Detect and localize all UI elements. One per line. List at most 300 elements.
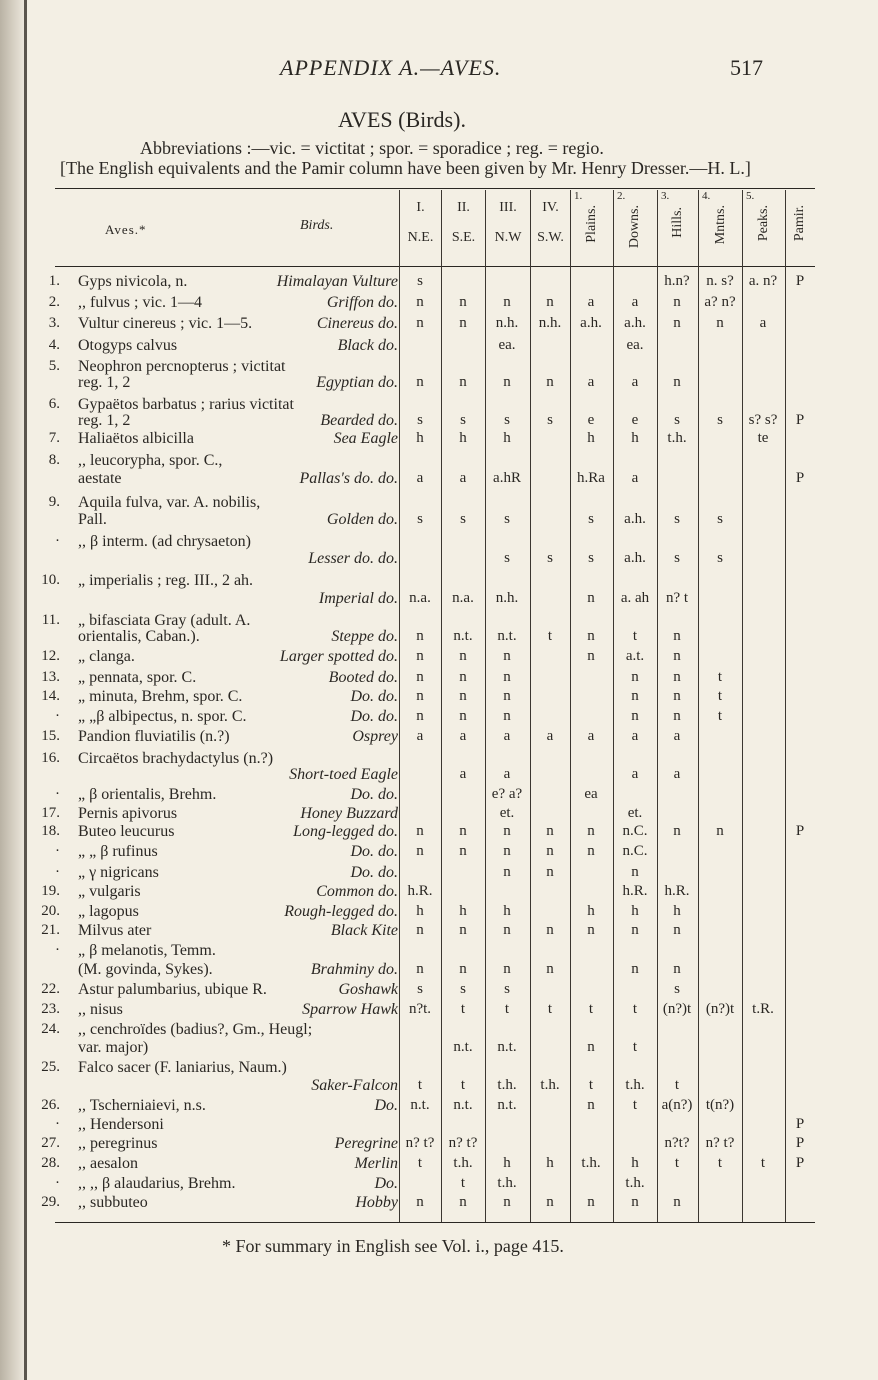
latin-name: ,, Tscherniaievi, n.s. bbox=[78, 1097, 206, 1114]
latin-name: ,, Hendersoni bbox=[78, 1116, 164, 1133]
latin-name: Gypaëtos barbatus ; rarius victitat bbox=[78, 396, 294, 413]
col-header-sub: S.E. bbox=[451, 230, 476, 245]
table-cell: n bbox=[459, 294, 467, 310]
table-cell: n? t? bbox=[405, 1135, 435, 1151]
table-cell: n bbox=[673, 374, 681, 390]
table-cell: n bbox=[673, 823, 681, 839]
table-cell: n. s? bbox=[706, 273, 734, 289]
table-cell: n bbox=[503, 669, 511, 685]
footnote: * For summary in English see Vol. i., page 415. bbox=[222, 1236, 564, 1256]
table-cell: n bbox=[416, 628, 424, 644]
table-cell: t bbox=[460, 1077, 466, 1093]
table-cell: n.t. bbox=[497, 1039, 517, 1055]
table-cell: a bbox=[503, 766, 511, 782]
table-cell: n bbox=[416, 961, 424, 977]
table-header-rule bbox=[55, 266, 815, 267]
table-cell: n bbox=[631, 961, 639, 977]
latin-name: var. major) bbox=[78, 1039, 149, 1056]
row-number: 14. bbox=[41, 688, 60, 704]
table-cell: n bbox=[673, 922, 681, 938]
col-header-num: 1. bbox=[574, 190, 583, 202]
col-header-roman: III. bbox=[499, 200, 517, 215]
table-cell: t.h. bbox=[625, 1077, 645, 1093]
table-cell: n bbox=[631, 708, 639, 724]
table-cell: n bbox=[546, 843, 554, 859]
english-name: Himalayan Vulture bbox=[276, 273, 398, 290]
table-cell: n bbox=[459, 315, 467, 331]
table-cell: s bbox=[717, 412, 723, 428]
col-header-label: Plains. bbox=[584, 205, 599, 243]
table-cell: n bbox=[587, 1097, 595, 1113]
table-cell: h bbox=[459, 903, 467, 919]
col-header-roman: IV. bbox=[542, 200, 559, 215]
row-number: 12. bbox=[41, 648, 60, 664]
table-cell: ea. bbox=[498, 337, 516, 353]
table-cell: n bbox=[416, 843, 424, 859]
table-cell: n bbox=[631, 1194, 639, 1210]
table-cell: n.t. bbox=[453, 1097, 473, 1113]
table-cell: a bbox=[587, 294, 595, 310]
row-number: · bbox=[55, 864, 60, 880]
table-cell: n bbox=[416, 708, 424, 724]
table-cell: t bbox=[717, 708, 723, 724]
table-cell: s bbox=[504, 981, 510, 997]
table-cell: e bbox=[587, 412, 595, 428]
row-number: · bbox=[55, 942, 60, 958]
table-cell: n bbox=[503, 294, 511, 310]
table-cell: t bbox=[460, 1001, 466, 1017]
table-cell: s bbox=[547, 550, 553, 566]
table-cell: n bbox=[631, 864, 639, 880]
table-cell: a.h. bbox=[580, 315, 602, 331]
latin-name: ,, aesalon bbox=[78, 1155, 138, 1172]
table-cell: h bbox=[503, 1155, 511, 1171]
row-number: 27. bbox=[41, 1135, 60, 1151]
table-cell: t bbox=[717, 669, 723, 685]
table-cell: n.t. bbox=[453, 1039, 473, 1055]
table-cell: n.C. bbox=[622, 843, 648, 859]
table-cell: n bbox=[459, 922, 467, 938]
table-cell: a bbox=[631, 766, 639, 782]
row-number: 15. bbox=[41, 728, 60, 744]
table-cell: n bbox=[546, 294, 554, 310]
table-cell: a bbox=[673, 728, 681, 744]
row-number: · bbox=[55, 708, 60, 724]
table-cell: s? s? bbox=[748, 412, 778, 428]
table-cell: t bbox=[632, 1001, 638, 1017]
table-cell: P bbox=[795, 273, 805, 289]
table-cell: a.t. bbox=[625, 648, 645, 664]
table-cell: n bbox=[716, 315, 724, 331]
table-cell: n bbox=[416, 294, 424, 310]
table-cell: h bbox=[416, 903, 424, 919]
table-cell: n bbox=[503, 922, 511, 938]
table-cell: n bbox=[459, 688, 467, 704]
table-cell: n?t. bbox=[408, 1001, 432, 1017]
table-cell: n bbox=[546, 374, 554, 390]
table-cell: P bbox=[795, 412, 805, 428]
table-cell: n bbox=[673, 669, 681, 685]
table-cell: h bbox=[631, 903, 639, 919]
row-number: 23. bbox=[41, 1001, 60, 1017]
english-name: Lesser do. do. bbox=[308, 550, 398, 567]
table-cell: h.R. bbox=[664, 883, 690, 899]
table-top-rule bbox=[55, 188, 815, 189]
table-cell: n bbox=[546, 864, 554, 880]
english-name: Cinereus do. bbox=[316, 315, 398, 332]
table-cell: a bbox=[673, 766, 681, 782]
table-cell: a. n? bbox=[748, 273, 778, 289]
english-name: Short-toed Eagle bbox=[289, 766, 398, 783]
col-header-sub: N.E. bbox=[407, 230, 434, 245]
table-cell: n bbox=[631, 688, 639, 704]
latin-name: Neophron percnopterus ; victitat bbox=[78, 358, 286, 375]
table-cell: n bbox=[587, 628, 595, 644]
table-cell: s bbox=[674, 550, 680, 566]
latin-name: „ β orientalis, Brehm. bbox=[78, 786, 217, 803]
table-cell: s bbox=[417, 981, 423, 997]
table-cell: n bbox=[503, 961, 511, 977]
english-name: Common do. bbox=[316, 883, 398, 900]
table-cell: a.hR bbox=[493, 470, 521, 486]
latin-name: „ imperialis ; reg. III., 2 ah. bbox=[78, 572, 254, 589]
table-cell: n bbox=[459, 708, 467, 724]
table-cell: t.h. bbox=[453, 1155, 473, 1171]
table-cell: a bbox=[416, 470, 424, 486]
book-spine-shadow bbox=[0, 0, 24, 1380]
table-cell: n bbox=[673, 294, 681, 310]
latin-name: Milvus ater bbox=[78, 922, 152, 939]
latin-name: „ „β albipectus, n. spor. C. bbox=[78, 708, 247, 725]
table-cell: h bbox=[587, 430, 595, 446]
english-name: Do. do. bbox=[350, 688, 398, 705]
table-cell: h bbox=[459, 430, 467, 446]
english-name: Do. do. bbox=[350, 786, 398, 803]
table-cell: t.h. bbox=[625, 1175, 645, 1191]
table-cell: t bbox=[674, 1155, 680, 1171]
table-cell: t.h. bbox=[497, 1175, 517, 1191]
row-number: 22. bbox=[41, 981, 60, 997]
table-cell: P bbox=[795, 1155, 805, 1171]
table-cell: h bbox=[503, 903, 511, 919]
table-cell: n.t. bbox=[410, 1097, 430, 1113]
table-cell: n bbox=[587, 590, 595, 606]
table-cell: n bbox=[673, 961, 681, 977]
row-number: 29. bbox=[41, 1194, 60, 1210]
row-number: 18. bbox=[41, 823, 60, 839]
latin-name: „ pennata, spor. C. bbox=[78, 669, 197, 686]
row-number: 19. bbox=[41, 883, 60, 899]
row-number: 17. bbox=[41, 805, 60, 821]
table-cell: s bbox=[417, 273, 423, 289]
latin-name: Circaëtos brachydactylus (n.?) bbox=[78, 750, 274, 767]
english-name: Peregrine bbox=[334, 1135, 398, 1152]
english-name: Merlin bbox=[354, 1155, 398, 1172]
table-cell: a bbox=[587, 728, 595, 744]
table-cell: t.h. bbox=[667, 430, 687, 446]
english-name: Golden do. bbox=[326, 511, 398, 528]
table-cell: s bbox=[717, 511, 723, 527]
english-name: Do. do. bbox=[350, 864, 398, 881]
english-name: Larger spotted do. bbox=[279, 648, 398, 665]
english-name: Do. do. bbox=[350, 708, 398, 725]
table-cell: n bbox=[673, 688, 681, 704]
table-cell: n bbox=[503, 708, 511, 724]
aves-column-header: Aves.* bbox=[105, 222, 147, 237]
latin-name: „ lagopus bbox=[78, 903, 139, 920]
table-cell: n bbox=[503, 688, 511, 704]
table-cell: n bbox=[546, 922, 554, 938]
row-number: 20. bbox=[41, 903, 60, 919]
table-cell: s bbox=[460, 412, 466, 428]
english-name: Long-legged do. bbox=[293, 823, 398, 840]
latin-name: Falco sacer (F. laniarius, Naum.) bbox=[78, 1059, 287, 1076]
table-cell: t.h. bbox=[497, 1077, 517, 1093]
col-header-label: Hills. bbox=[670, 207, 685, 238]
latin-name: „ clanga. bbox=[78, 648, 135, 665]
table-cell: n bbox=[631, 669, 639, 685]
latin-name: Haliaëtos albicilla bbox=[78, 430, 194, 447]
english-name: Do. bbox=[374, 1097, 398, 1114]
table-cell: n bbox=[587, 843, 595, 859]
latin-name: ,, subbuteo bbox=[78, 1194, 148, 1211]
latin-name: ,, leucorypha, spor. C., bbox=[78, 452, 223, 469]
latin-name: (M. govinda, Sykes). bbox=[78, 961, 213, 978]
english-name: Do. bbox=[374, 1175, 398, 1192]
table-cell: h bbox=[416, 430, 424, 446]
table-cell: et. bbox=[627, 805, 643, 821]
english-name: Black Kite bbox=[330, 922, 398, 939]
table-cell: (n?)t bbox=[705, 1001, 735, 1017]
latin-name: Aquila fulva, var. A. nobilis, bbox=[78, 494, 261, 511]
row-number: · bbox=[55, 1116, 60, 1132]
table-cell: n bbox=[546, 961, 554, 977]
english-name: Sea Eagle bbox=[333, 430, 398, 447]
latin-name: Pernis apivorus bbox=[78, 805, 178, 822]
table-cell: P bbox=[795, 823, 805, 839]
column-divider bbox=[742, 190, 743, 1222]
column-divider bbox=[570, 190, 571, 1222]
english-name: Booted do. bbox=[328, 669, 398, 686]
english-name: Black do. bbox=[337, 337, 398, 354]
table-cell: n.C. bbox=[622, 823, 648, 839]
row-number: 24. bbox=[41, 1021, 60, 1037]
table-cell: h bbox=[587, 903, 595, 919]
table-cell: P bbox=[795, 470, 805, 486]
table-cell: n bbox=[503, 823, 511, 839]
row-number: 7. bbox=[48, 430, 60, 446]
table-cell: a bbox=[459, 766, 467, 782]
table-cell: n bbox=[673, 315, 681, 331]
table-cell: e bbox=[631, 412, 639, 428]
table-cell: a bbox=[631, 728, 639, 744]
english-name: Goshawk bbox=[338, 981, 398, 998]
table-cell: t.h. bbox=[581, 1155, 601, 1171]
table-cell: a bbox=[631, 374, 639, 390]
table-cell: n bbox=[459, 843, 467, 859]
table-cell: n.a. bbox=[452, 590, 474, 606]
table-cell: h.Ra bbox=[577, 470, 605, 486]
table-cell: t bbox=[717, 688, 723, 704]
table-cell: s bbox=[674, 981, 680, 997]
english-name: Honey Buzzard bbox=[300, 805, 398, 822]
table-cell: n bbox=[631, 922, 639, 938]
table-cell: n bbox=[416, 669, 424, 685]
latin-name: Pall. bbox=[78, 511, 107, 528]
row-number: 21. bbox=[41, 922, 60, 938]
table-cell: t.R. bbox=[752, 1001, 774, 1017]
table-cell: h bbox=[546, 1155, 554, 1171]
table-cell: a.h. bbox=[624, 550, 646, 566]
table-cell: s bbox=[588, 511, 594, 527]
row-number: 3. bbox=[48, 315, 60, 331]
table-cell: n bbox=[503, 843, 511, 859]
table-cell: h bbox=[673, 903, 681, 919]
latin-name: „ „ β rufinus bbox=[78, 843, 158, 860]
table-cell: s bbox=[417, 412, 423, 428]
table-cell: t bbox=[504, 1001, 510, 1017]
row-number: 1. bbox=[48, 273, 60, 289]
table-cell: t bbox=[547, 1001, 553, 1017]
row-number: 10. bbox=[41, 572, 60, 588]
table-cell: n.h. bbox=[495, 315, 519, 331]
table-cell: h.n? bbox=[664, 273, 690, 289]
english-name: Egyptian do. bbox=[316, 374, 398, 391]
col-header-num: 3. bbox=[661, 190, 670, 202]
table-cell: n bbox=[459, 669, 467, 685]
table-cell: n.a. bbox=[409, 590, 431, 606]
table-cell: t bbox=[632, 628, 638, 644]
section-title: AVES (Birds). bbox=[338, 107, 466, 132]
table-cell: s bbox=[717, 550, 723, 566]
table-bottom-rule bbox=[55, 1222, 815, 1223]
table-cell: n bbox=[673, 1194, 681, 1210]
table-cell: s bbox=[460, 981, 466, 997]
english-name: Rough-legged do. bbox=[284, 903, 398, 920]
table-cell: n bbox=[459, 1194, 467, 1210]
table-cell: n bbox=[416, 1194, 424, 1210]
table-cell: s bbox=[588, 550, 594, 566]
english-name: Griffon do. bbox=[326, 294, 398, 311]
latin-name: ,, nisus bbox=[78, 1001, 123, 1018]
table-cell: e? a? bbox=[491, 786, 523, 802]
table-cell: n bbox=[673, 628, 681, 644]
table-cell: n bbox=[459, 823, 467, 839]
table-cell: t bbox=[588, 1077, 594, 1093]
table-cell: n bbox=[459, 961, 467, 977]
table-cell: h bbox=[503, 430, 511, 446]
table-cell: P bbox=[795, 1116, 805, 1132]
row-number: 5. bbox=[48, 358, 60, 374]
english-name: Sparrow Hawk bbox=[302, 1001, 398, 1018]
table-cell: ea bbox=[584, 786, 598, 802]
table-cell: a.h. bbox=[624, 315, 646, 331]
page-number: 517 bbox=[730, 55, 763, 80]
table-cell: n? t? bbox=[448, 1135, 478, 1151]
column-divider bbox=[441, 190, 442, 1222]
table-cell: a bbox=[631, 294, 639, 310]
table-cell: n.t. bbox=[453, 628, 473, 644]
table-cell: t bbox=[717, 1155, 723, 1171]
row-number: 2. bbox=[48, 294, 60, 310]
table-cell: n bbox=[416, 823, 424, 839]
english-name: Osprey bbox=[352, 728, 398, 745]
table-cell: n bbox=[546, 1194, 554, 1210]
latin-name: ,, β interm. (ad chrysaeton) bbox=[78, 533, 251, 550]
latin-name: ,, ,, β alaudarius, Brehm. bbox=[78, 1175, 236, 1192]
table-cell: a bbox=[759, 315, 767, 331]
col-header-label: Peaks. bbox=[756, 205, 771, 242]
table-cell: t(n?) bbox=[705, 1097, 735, 1113]
table-cell: n bbox=[546, 823, 554, 839]
english-name: Bearded do. bbox=[320, 412, 398, 429]
page-gutter-line bbox=[24, 0, 27, 1380]
table-cell: h bbox=[631, 430, 639, 446]
table-cell: n bbox=[587, 922, 595, 938]
latin-name: „ vulgaris bbox=[78, 883, 141, 900]
table-cell: n? t bbox=[665, 590, 689, 606]
table-cell: s bbox=[547, 412, 553, 428]
table-cell: a bbox=[503, 728, 511, 744]
row-number: 13. bbox=[41, 669, 60, 685]
table-cell: a bbox=[459, 728, 467, 744]
col-header-num: 2. bbox=[617, 190, 626, 202]
english-name: Steppe do. bbox=[331, 628, 398, 645]
table-cell: n bbox=[503, 648, 511, 664]
row-number: 26. bbox=[41, 1097, 60, 1113]
table-cell: s bbox=[674, 511, 680, 527]
table-cell: a bbox=[416, 728, 424, 744]
table-cell: a bbox=[631, 470, 639, 486]
table-cell: et. bbox=[499, 805, 515, 821]
table-cell: n bbox=[416, 315, 424, 331]
row-number: 6. bbox=[48, 396, 60, 412]
table-cell: t.h. bbox=[540, 1077, 560, 1093]
table-cell: n bbox=[459, 648, 467, 664]
english-name: Do. do. bbox=[350, 843, 398, 860]
table-cell: n?t? bbox=[664, 1135, 690, 1151]
english-name: Imperial do. bbox=[318, 590, 398, 607]
table-cell: t bbox=[547, 628, 553, 644]
table-cell: s bbox=[504, 511, 510, 527]
birds-column-header: Birds. bbox=[300, 218, 334, 233]
table-cell: P bbox=[795, 1135, 805, 1151]
table-cell: n bbox=[503, 374, 511, 390]
table-cell: n bbox=[673, 648, 681, 664]
table-cell: n bbox=[416, 374, 424, 390]
column-divider bbox=[530, 190, 531, 1222]
table-cell: n bbox=[503, 864, 511, 880]
latin-name: ,, fulvus ; vic. 1—4 bbox=[78, 294, 202, 311]
column-divider bbox=[785, 190, 786, 1222]
table-cell: n bbox=[673, 708, 681, 724]
row-number: 28. bbox=[41, 1155, 60, 1171]
row-number: · bbox=[55, 843, 60, 859]
running-header: APPENDIX A.—AVES. bbox=[280, 55, 502, 80]
latin-name: Buteo leucurus bbox=[78, 823, 175, 840]
table-cell: s bbox=[460, 511, 466, 527]
table-cell: n.h. bbox=[495, 590, 519, 606]
table-cell: n.h. bbox=[538, 315, 562, 331]
latin-name: Astur palumbarius, ubique R. bbox=[78, 981, 267, 998]
col-header-sub: N.W bbox=[494, 230, 522, 245]
latin-name: aestate bbox=[78, 470, 122, 487]
table-cell: t bbox=[417, 1077, 423, 1093]
row-number: 11. bbox=[41, 612, 60, 628]
table-cell: t bbox=[632, 1097, 638, 1113]
row-number: 9. bbox=[48, 494, 60, 510]
latin-name: ,, peregrinus bbox=[78, 1135, 158, 1152]
